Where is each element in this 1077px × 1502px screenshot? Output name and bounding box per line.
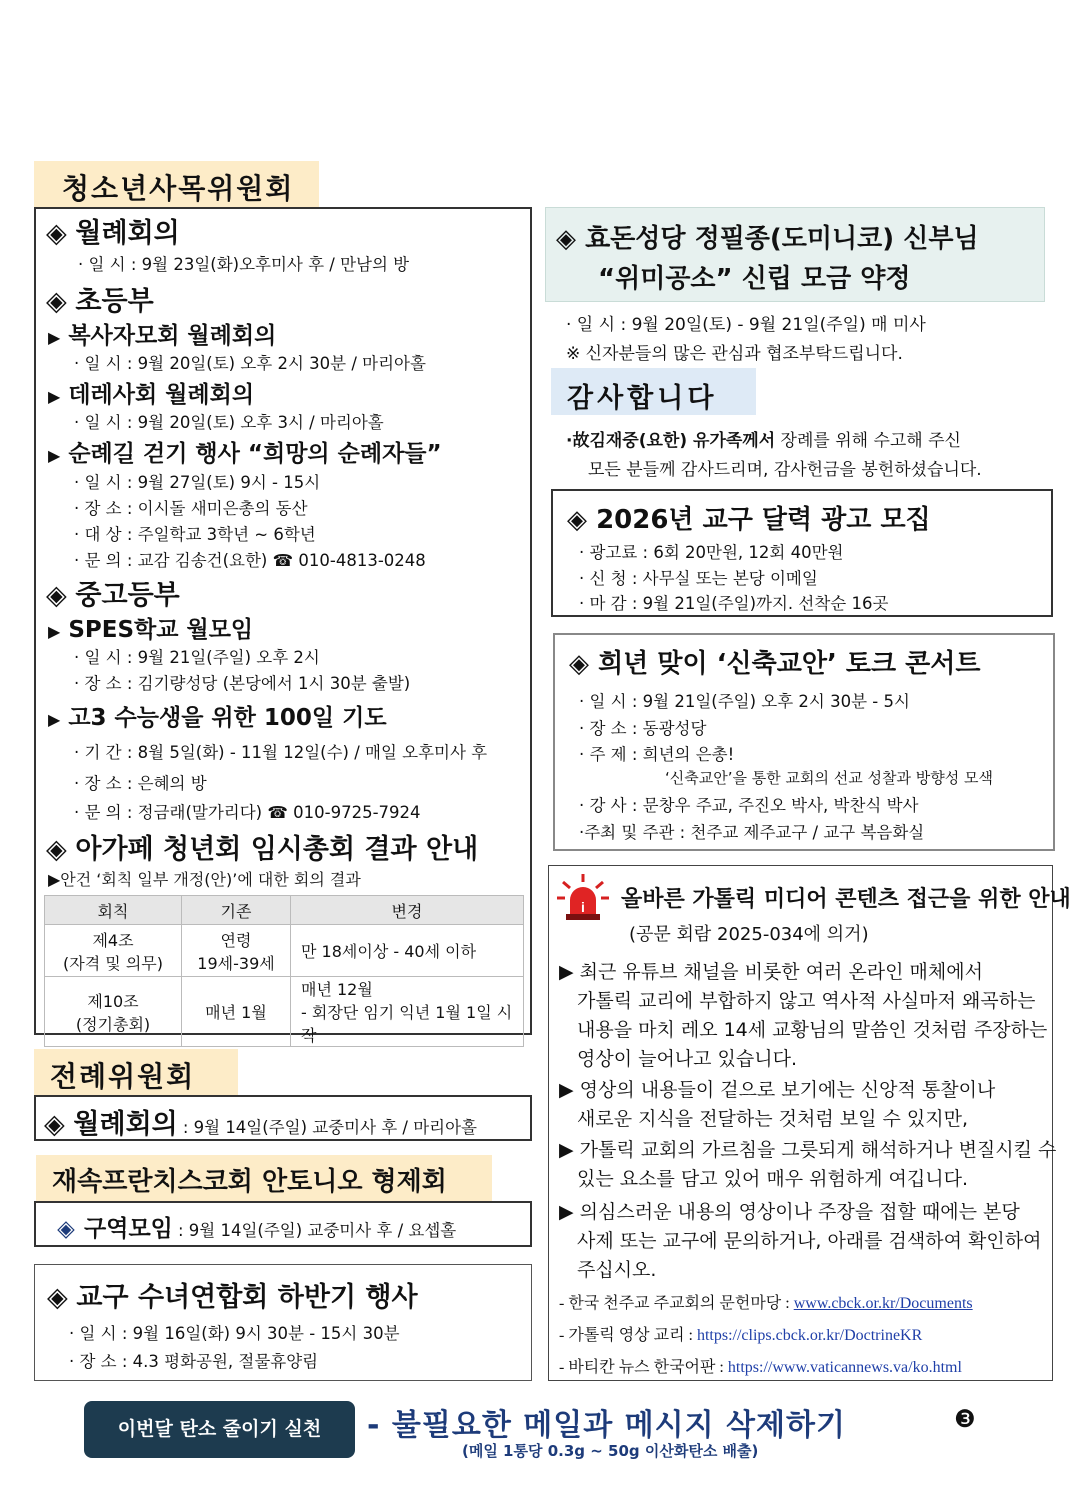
concert-line: · 장 소 : 동광성당 (579, 719, 707, 738)
nuns-title: ◈ 교구 수녀연합회 하반기 행사 (47, 1282, 418, 1313)
concert-box (553, 633, 1055, 851)
pilgrim-line: · 일 시 : 9월 27일(토) 9시 - 15시 (74, 473, 321, 492)
media-subtitle: (공문 회람 2025-034에 의거) (629, 924, 869, 945)
nuns-box (34, 1264, 532, 1381)
arrow-icon: ▶ (48, 387, 61, 406)
table-cell: 제10조 (정기총회) (45, 977, 182, 1047)
media-link-row: - 한국 천주교 주교회의 문헌마당 : www.cbck.or.kr/Documents (559, 1295, 973, 1312)
elem-title: ◈ 초등부 (46, 286, 154, 317)
diamond-icon: ◈ (46, 834, 67, 865)
franciscan-line: ◈ 구역모임 : 9월 14일(주일) 교중미사 후 / 요셉홀 (57, 1216, 457, 1242)
table-cell: 매년 1월 (182, 977, 291, 1047)
calendar-line: · 마 감 : 9월 21일(주일)까지. 선착순 16곳 (579, 594, 889, 613)
agape-note: ▶안건 ‘회칙 일부 개정(안)’에 대한 회의 결과 (48, 870, 361, 889)
svg-text:i: i (581, 899, 585, 915)
arrow-icon: ▶ (48, 328, 61, 347)
concert-line: ‘신축교안’을 통한 교회의 선교 성찰과 방향성 모색 (665, 769, 993, 787)
hyodon-line: · 일 시 : 9월 20일(토) - 9월 21일(주일) 매 미사 (566, 315, 926, 335)
agape-title: ◈ 아가페 청년회 임시총회 결과 안내 (46, 834, 479, 865)
youth-box (34, 207, 532, 1045)
franciscan-header: 재속프란치스코회 안토니오 형제회 (36, 1155, 492, 1201)
altar-line: · 일 시 : 9월 20일(토) 오후 2시 30분 / 마리아홀 (74, 354, 426, 373)
diamond-icon: ◈ (567, 505, 587, 535)
hyodon-box (545, 207, 1045, 302)
rule-table (44, 895, 524, 1047)
liturgy-header: 전례위원회 (34, 1049, 238, 1095)
thanks-line: ·故김재중(요한) 유가족께서 장례를 위해 수고해 주신 (566, 431, 961, 451)
table-cell: 만 18세이상 - 40세 이하 (291, 925, 524, 977)
carbon-badge: 이번달 탄소 줄이기 실천 (84, 1401, 355, 1458)
pilgrim-line: · 문 의 : 교감 김송건(요한) ☎ 010-4813-0248 (74, 551, 426, 570)
thanks-line: 모든 분들께 감사드리며, 감사헌금을 봉헌하셨습니다. (588, 460, 982, 480)
franciscan-box (34, 1201, 532, 1247)
prayer-line: · 장 소 : 은혜의 방 (74, 774, 207, 793)
diamond-icon: ◈ (569, 649, 589, 679)
diamond-icon: ◈ (47, 1282, 68, 1313)
dere-line: · 일 시 : 9월 20일(토) 오후 3시 / 마리아홀 (74, 413, 384, 432)
nuns-line: · 장 소 : 4.3 평화공원, 절물휴양림 (69, 1352, 319, 1371)
table-header: 회칙 (45, 896, 182, 925)
concert-line: · 일 시 : 9월 21일(주일) 오후 2시 30분 - 5시 (579, 692, 910, 711)
table-cell: 제4조 (자격 및 의무) (45, 925, 182, 977)
pilgrim-title: ▶ 순례길 걷기 행사 “희망의 순례자들” (48, 441, 442, 467)
concert-line: ·주최 및 주관 : 천주교 제주교구 / 교구 복음화실 (579, 823, 925, 842)
media-para: ▶ 가톨릭 교회의 가르침을 그릇되게 해석하거나 변질시킬 수 있는 요소를 담고 있어 매우 위험하게 여깁니다. (559, 1139, 1057, 1190)
table-row (45, 925, 524, 977)
monthly-title: ◈ 월례회의 (46, 218, 180, 249)
liturgy-line: ◈ 월례회의 : 9월 14일(주일) 교중미사 후 / 마리아홀 (44, 1109, 477, 1140)
calendar-line: · 신 청 : 사무실 또는 본당 이메일 (579, 569, 818, 588)
youth-header: 청소년사목위원회 (34, 161, 319, 207)
media-link-row: - 가톨릭 영상 교리 : https://clips.cbck.or.kr/DoctrineKR (559, 1327, 923, 1344)
arrow-icon: ▶ (48, 622, 61, 641)
cbck-documents-link[interactable]: www.cbck.or.kr/Documents (793, 1295, 973, 1312)
spes-title: ▶ SPES학교 월모임 (48, 617, 254, 643)
dere-title: ▶ 데레사회 월례회의 (48, 382, 255, 408)
diamond-icon: ◈ (46, 580, 67, 611)
prayer-line: · 기 간 : 8월 5일(화) - 11월 12일(수) / 매일 오후미사 후 (74, 743, 488, 762)
table-row (45, 977, 524, 1047)
media-box (548, 865, 1071, 1381)
media-title: 올바른 가톨릭 미디어 콘텐츠 접근을 위한 안내 (621, 887, 1071, 912)
pilgrim-line: · 장 소 : 이시돌 새미은총의 동산 (74, 499, 308, 518)
vaticannews-link[interactable]: https://www.vaticannews.va/ko.html (727, 1359, 962, 1376)
diamond-icon: ◈ (46, 218, 67, 249)
diamond-icon: ◈ (556, 224, 576, 254)
diamond-icon: ◈ (46, 286, 67, 317)
media-para: ▶ 영상의 내용들이 겉으로 보기에는 신앙적 통찰이나 새로운 지식을 전달하는 것처럼 보일 수 있지만, (559, 1079, 996, 1130)
prayer-title: ▶ 고3 수능생을 위한 100일 기도 (48, 705, 387, 731)
table-header: 기존 (182, 896, 291, 925)
siren-icon (555, 872, 611, 922)
calendar-title: ◈ 2026년 교구 달력 광고 모집 (567, 505, 931, 535)
calendar-box (551, 489, 1053, 617)
nuns-line: · 일 시 : 9월 16일(화) 9시 30분 - 15시 30분 (69, 1324, 400, 1343)
media-link-row: - 바티칸 뉴스 한국어판 : https://www.vaticannews.va/ko.html (559, 1359, 962, 1376)
arrow-icon: ▶ (48, 446, 61, 465)
media-para: ▶ 최근 유튜브 채널을 비롯한 여러 온라인 매체에서 가톨릭 교리에 부합하지 않고 역사적 사실마저 왜곡하는 내용을 마치 레오 14세 교황님의 말씀인 것처럼 주장하는 영상이 늘어나고 있습니다. (559, 961, 1048, 1070)
spes-line: · 일 시 : 9월 21일(주일) 오후 2시 (74, 648, 320, 667)
diamond-icon: ◈ (44, 1109, 65, 1140)
liturgy-box (34, 1095, 532, 1141)
footer-subtitle: (메일 1통당 0.3g ~ 50g 이산화탄소 배출) (462, 1442, 759, 1460)
clips-doctrine-link[interactable]: https://clips.cbck.or.kr/DoctrineKR (696, 1327, 923, 1344)
table-cell: 매년 12월 - 회장단 임기 익년 1월 1일 시작 (291, 977, 524, 1047)
mid-title: ◈ 중고등부 (46, 580, 180, 611)
pilgrim-line: · 대 상 : 주일학교 3학년 ~ 6학년 (74, 525, 316, 544)
altar-title: ▶ 복사자모회 월례회의 (48, 323, 277, 349)
arrow-icon: ▶ (48, 710, 61, 729)
calendar-line: · 광고료 : 6회 20만원, 12회 40만원 (579, 543, 844, 562)
media-para: ▶ 의심스러운 내용의 영상이나 주장을 접할 때에는 본당 사제 또는 교구에 문의하거나, 아래를 검색하여 확인하여 주십시오. (559, 1201, 1042, 1281)
spes-line: · 장 소 : 김기량성당 (본당에서 1시 30분 출발) (74, 674, 411, 693)
diamond-icon: ◈ (57, 1216, 75, 1242)
table-header: 변경 (291, 896, 524, 925)
hyodon-title: ◈ 효돈성당 정필종(도미니코) 신부님 (556, 224, 979, 254)
prayer-line: · 문 의 : 정금래(말가리다) ☎ 010-9725-7924 (74, 803, 421, 822)
hyodon-subtitle: “위미공소” 신립 모금 약정 (598, 264, 911, 294)
concert-line: · 주 제 : 희년의 은총! (579, 745, 735, 764)
table-cell: 연령 19세-39세 (182, 925, 291, 977)
footer-number: ❸ (954, 1405, 976, 1433)
concert-title: ◈ 희년 맞이 ‘신축교안’ 토크 콘서트 (569, 649, 981, 679)
hyodon-line: ※ 신자분들의 많은 관심과 협조부탁드립니다. (566, 344, 903, 364)
thanks-header: 감사합니다 (551, 368, 756, 415)
footer-title: - 불필요한 메일과 메시지 삭제하기 (367, 1408, 846, 1443)
concert-line: · 강 사 : 문창우 주교, 주진오 박사, 박찬식 박사 (579, 796, 919, 815)
monthly-line: · 일 시 : 9월 23일(화)오후미사 후 / 만남의 방 (78, 255, 410, 274)
